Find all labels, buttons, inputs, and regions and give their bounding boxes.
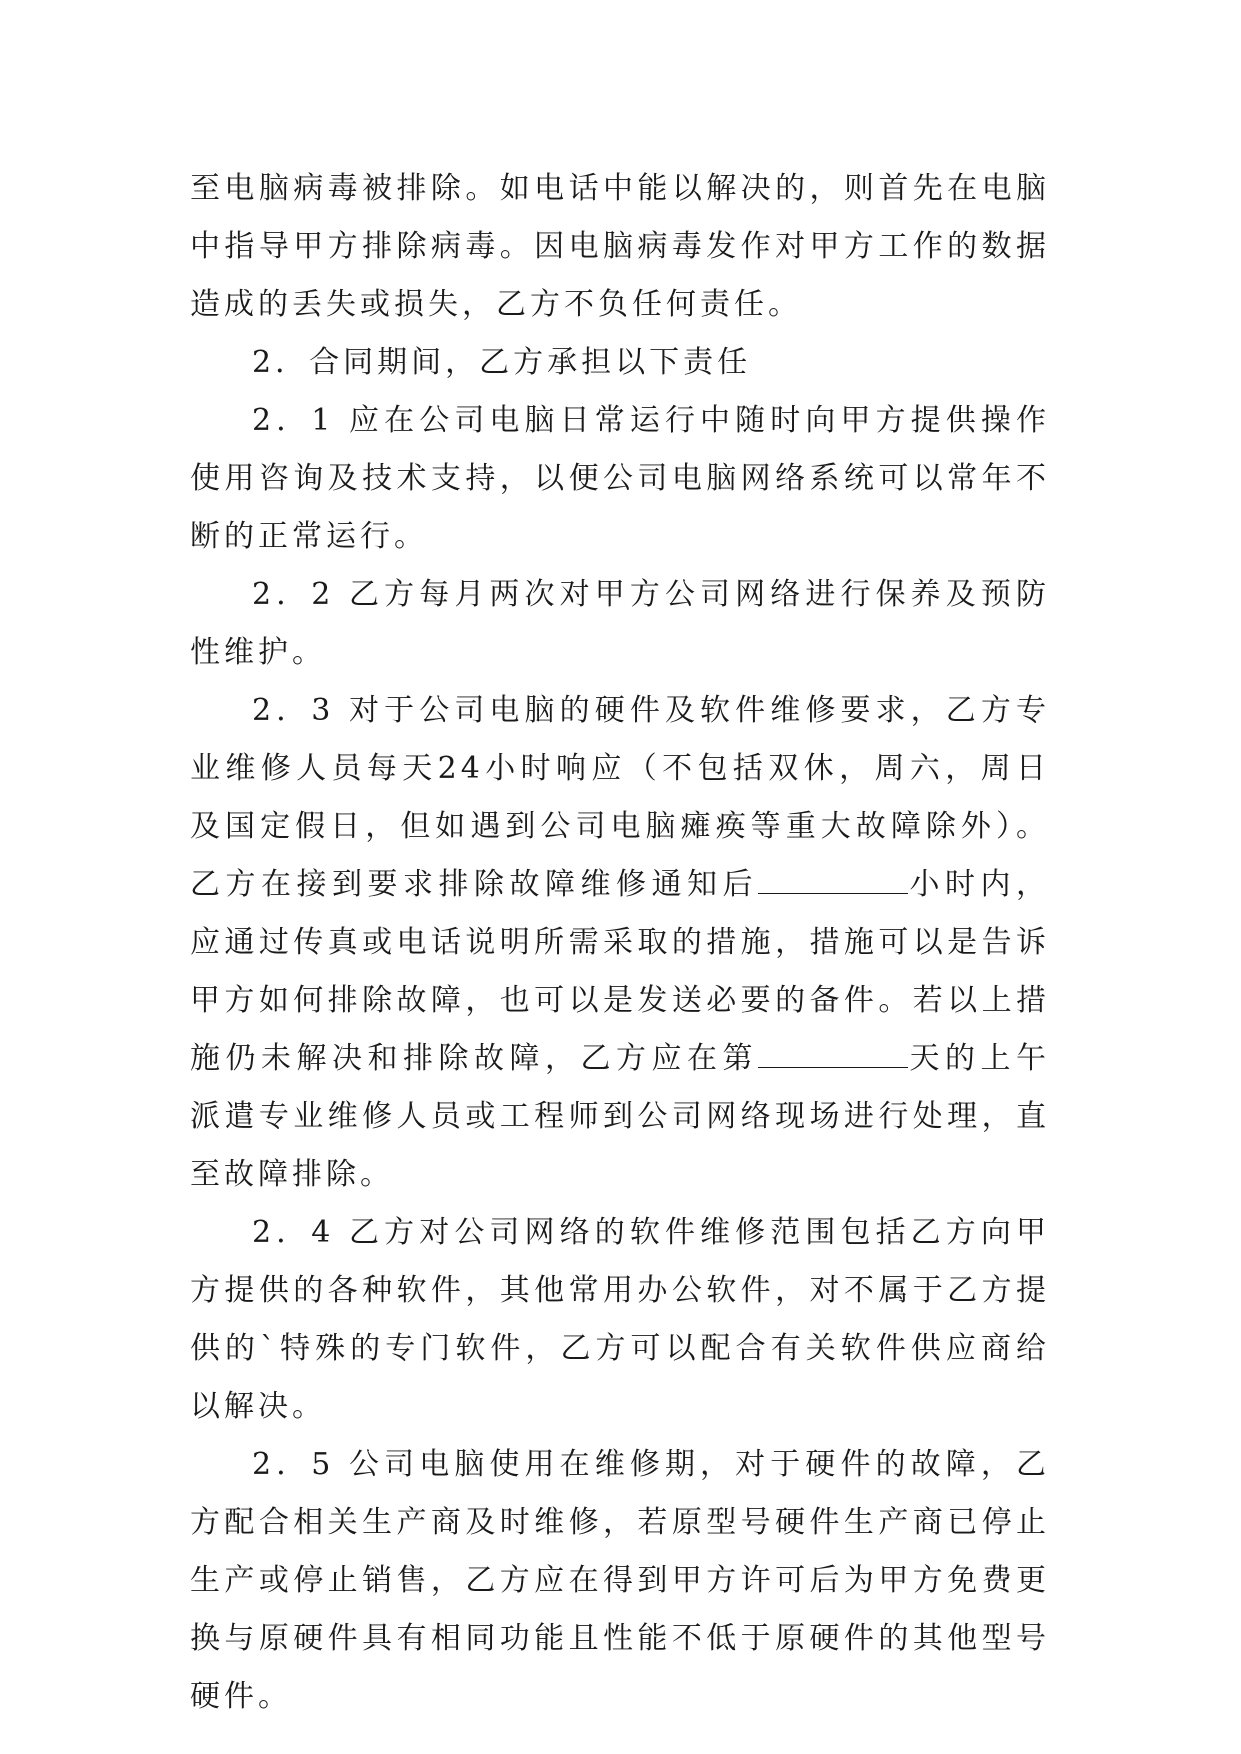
paragraph-2-2-maintenance: 2．2 乙方每月两次对甲方公司网络进行保养及预防性维护。 — [190, 577, 1050, 670]
paragraph-section-2-heading: 2．合同期间，乙方承担以下责任 — [252, 345, 752, 380]
paragraph-2-3-repair-response — [190, 682, 1050, 1204]
paragraph-2-5-hardware-replacement: 2．5 公司电脑使用在维修期，对于硬件的故障，乙方配合相关生产商及时维修，若原型号硬件生产商已停止生产或停止销售，乙方应在得到甲方许可后为甲方免费更换与原硬件具有相同功能且性能不低于原硬件的其他型号硬件。 — [190, 1447, 1050, 1714]
paragraph-2-3-segment-3: 天的上午派遣专业维修人员或工程师到公司网络现场进行处理，直至故障排除。 — [190, 1041, 1050, 1192]
paragraph-virus-responsibility: 至电脑病毒被排除。如电话中能以解决的，则首先在电脑中指导甲方排除病毒。因电脑病毒发作对甲方工作的数据造成的丢失或损失，乙方不负任何责任。 — [190, 171, 1050, 322]
contract-body — [190, 160, 1050, 1726]
paragraph-2-1-technical-support: 2．1 应在公司电脑日常运行中随时向甲方提供操作使用咨询及技术支持，以便公司电脑网络系统可以常年不断的正常运行。 — [190, 403, 1050, 554]
paragraph-2-3-segment-2: 小时内，应通过传真或电话说明所需采取的措施，措施可以是告诉甲方如何排除故障，也可以是发送必要的备件。若以上措施仍未解决和排除故障，乙方应在第 — [190, 867, 1050, 1076]
day-blank-field[interactable] — [758, 1037, 908, 1068]
hours-blank-field[interactable] — [758, 863, 908, 894]
paragraph-2-3-segment-1: 2．3 对于公司电脑的硬件及软件维修要求，乙方专业维修人员每天24小时响应（不包括双休，周六，周日及国定假日，但如遇到公司电脑瘫痪等重大故障除外）。乙方在接到要求排除故障维修通知后 — [190, 693, 1050, 902]
paragraph-2-4-software-scope: 2．4 乙方对公司网络的软件维修范围包括乙方向甲方提供的各种软件，其他常用办公软件，对不属于乙方提供的`特殊的专门软件，乙方可以配合有关软件供应商给以解决。 — [190, 1215, 1050, 1424]
